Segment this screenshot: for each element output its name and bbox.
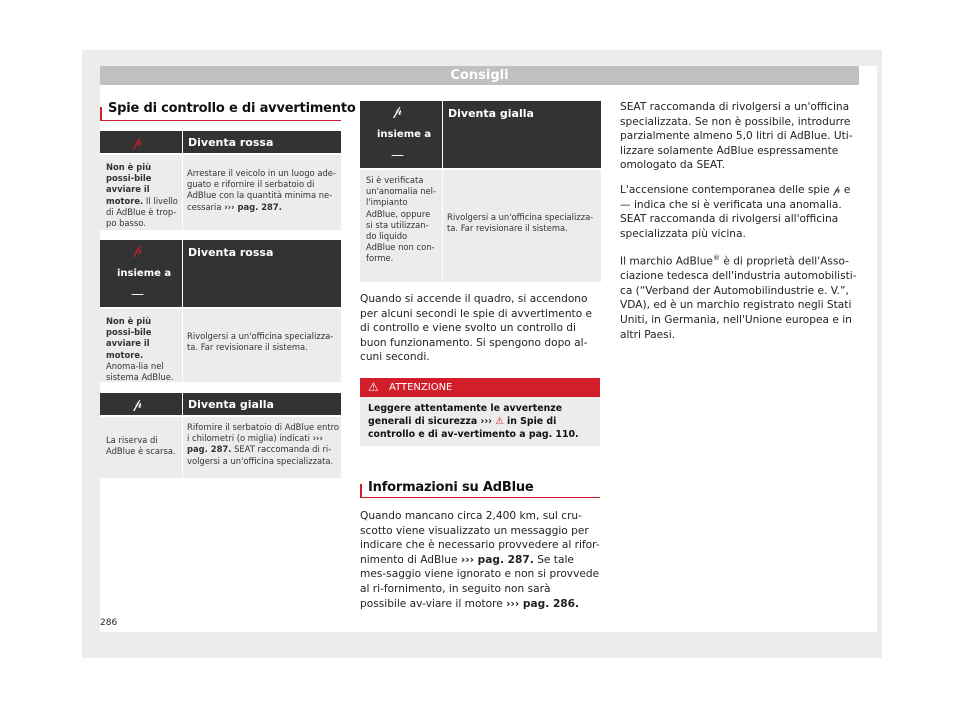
table-head	[100, 393, 341, 415]
table-head-label: Diventa rossa	[188, 136, 274, 149]
table-head-label: Diventa gialla	[188, 398, 274, 411]
action-cell: Rivolgersi a un'officina specializza-ta. Far revisionare il sistema.	[187, 331, 334, 353]
section-rule	[360, 497, 600, 498]
together-with-label: insieme a	[117, 268, 172, 279]
section-title-adblue-info: Informazioni su AdBlue	[368, 480, 534, 495]
table-body	[100, 155, 341, 230]
condition-cell: Non è più possi-bile avviare il motore. Anoma-lia nel sistema AdBlue.	[106, 316, 174, 383]
page-reference[interactable]: ›››	[480, 416, 493, 428]
warning-text: Leggere attentamente le avvertenze generali di sicurezza ››› ⚠ in Spie di controllo e di av-vertimento a pag. 110.	[368, 403, 579, 441]
warning-triangle-icon: ⚠	[368, 380, 379, 394]
paragraph-adblue-refill: Quando mancano circa 2,400 km, sul cru-scotto viene visualizzato un messaggio per indicare che è necessario provvedere al rifor-nimento di AdBlue ››› pag. 287. Se tale mes-saggio viene ignorato e non si provvede al ri-fornimento, in seguito non sarà possibile av-viare il motore ››› pag. 286.	[360, 510, 600, 610]
table-head	[360, 101, 601, 168]
adblue-nozzle-icon: 𝓅	[133, 135, 143, 150]
section-rule	[100, 120, 341, 121]
together-with-label: insieme a	[377, 129, 432, 140]
section-title-spie: Spie di controllo e di avvertimento	[108, 101, 356, 116]
adblue-nozzle-icon: 𝓅	[133, 243, 143, 258]
page-reference[interactable]: ››› pag. 287.	[187, 433, 323, 455]
wrench-icon: —	[131, 287, 144, 302]
table-head	[100, 240, 341, 307]
warning-header	[360, 378, 600, 397]
adblue-nozzle-icon: 𝓅	[393, 104, 403, 119]
paragraph-start-check: Quando si accende il quadro, si accendono per alcuni secondi le spie di avvertimento e di controllo e viene svolto un controllo di buon funzionamento. Si spengono dopo al-cuni secondi.	[360, 293, 593, 364]
table-adblue-wrench-red	[100, 240, 341, 382]
action-cell: Arrestare il veicolo in un luogo ade-guato e rifornire il serbatoio di AdBlue con la quantità minima ne-cessaria ››› pag. 287.	[187, 168, 336, 212]
paragraph-simultaneous-lights: L'accensione contemporanea delle spie 𝓅 e — indica che si è verificata una anomalia. SEAT raccomanda di rivolgersi all'officina specializzata più vicina.	[620, 184, 851, 240]
warning-label: ATTENZIONE	[389, 382, 453, 393]
table-body	[100, 309, 341, 382]
table-adblue-wrench-yellow	[360, 101, 601, 282]
condition-cell: Non è più possi-bile avviare il motore. Il livello di AdBlue è trop-po basso.	[106, 162, 178, 229]
table-head	[100, 131, 341, 153]
chapter-title: Consigli	[450, 68, 509, 83]
paragraph-seat-recommends: SEAT raccomanda di rivolgersi a un'officina specializzata. Se non è possibile, introdurre parzialmente almeno 5,0 litri di AdBlue. Uti-lizzare solamente AdBlue espressamente omologato da SEAT.	[620, 101, 853, 172]
condition-cell: Si è verificata un'anomalia nel-l'impianto AdBlue, oppure si sta utilizzan-do liquido AdBlue non con-forme.	[366, 175, 437, 264]
table-adblue-yellow	[100, 393, 341, 478]
table-head-label: Diventa gialla	[448, 107, 534, 120]
table-adblue-red	[100, 131, 341, 230]
action-cell: Rivolgersi a un'officina specializza-ta. Far revisionare il sistema.	[447, 212, 594, 234]
condition-cell: La riserva di AdBlue è scarsa.	[106, 435, 176, 457]
table-body	[360, 170, 601, 282]
wrench-icon: —	[620, 198, 631, 211]
page-reference[interactable]: ››› pag. 287.	[460, 553, 534, 566]
table-head-label: Diventa rossa	[188, 246, 274, 259]
page-reference[interactable]: ››› pag. 287.	[224, 201, 282, 212]
adblue-nozzle-icon: 𝓅	[133, 397, 143, 412]
warning-box	[360, 378, 600, 446]
page-reference[interactable]: ››› pag. 286.	[506, 597, 580, 610]
warning-triangle-icon: ⚠	[495, 416, 504, 428]
action-cell: Rifornire il serbatoio di AdBlue entro i chilometri (o miglia) indicati ››› pag. 287. SEAT raccomanda di ri-volgersi a un'officina specializzata.	[187, 422, 339, 466]
adblue-nozzle-icon: 𝓅	[832, 184, 841, 196]
wrench-icon: —	[391, 148, 404, 163]
paragraph-trademark: Il marchio AdBlue® è di proprietà dell'Asso-ciazione tedesca dell'industria automobilisti-ca (“Verband der Automobilindustrie e. V.”, VDA), ed è un marchio registrato negli Stati Uniti, in Germania, nell'Unione europea e in altri Paesi.	[620, 254, 857, 341]
header-bar	[100, 66, 859, 85]
page-number: 286	[100, 618, 118, 628]
table-body	[100, 417, 341, 478]
